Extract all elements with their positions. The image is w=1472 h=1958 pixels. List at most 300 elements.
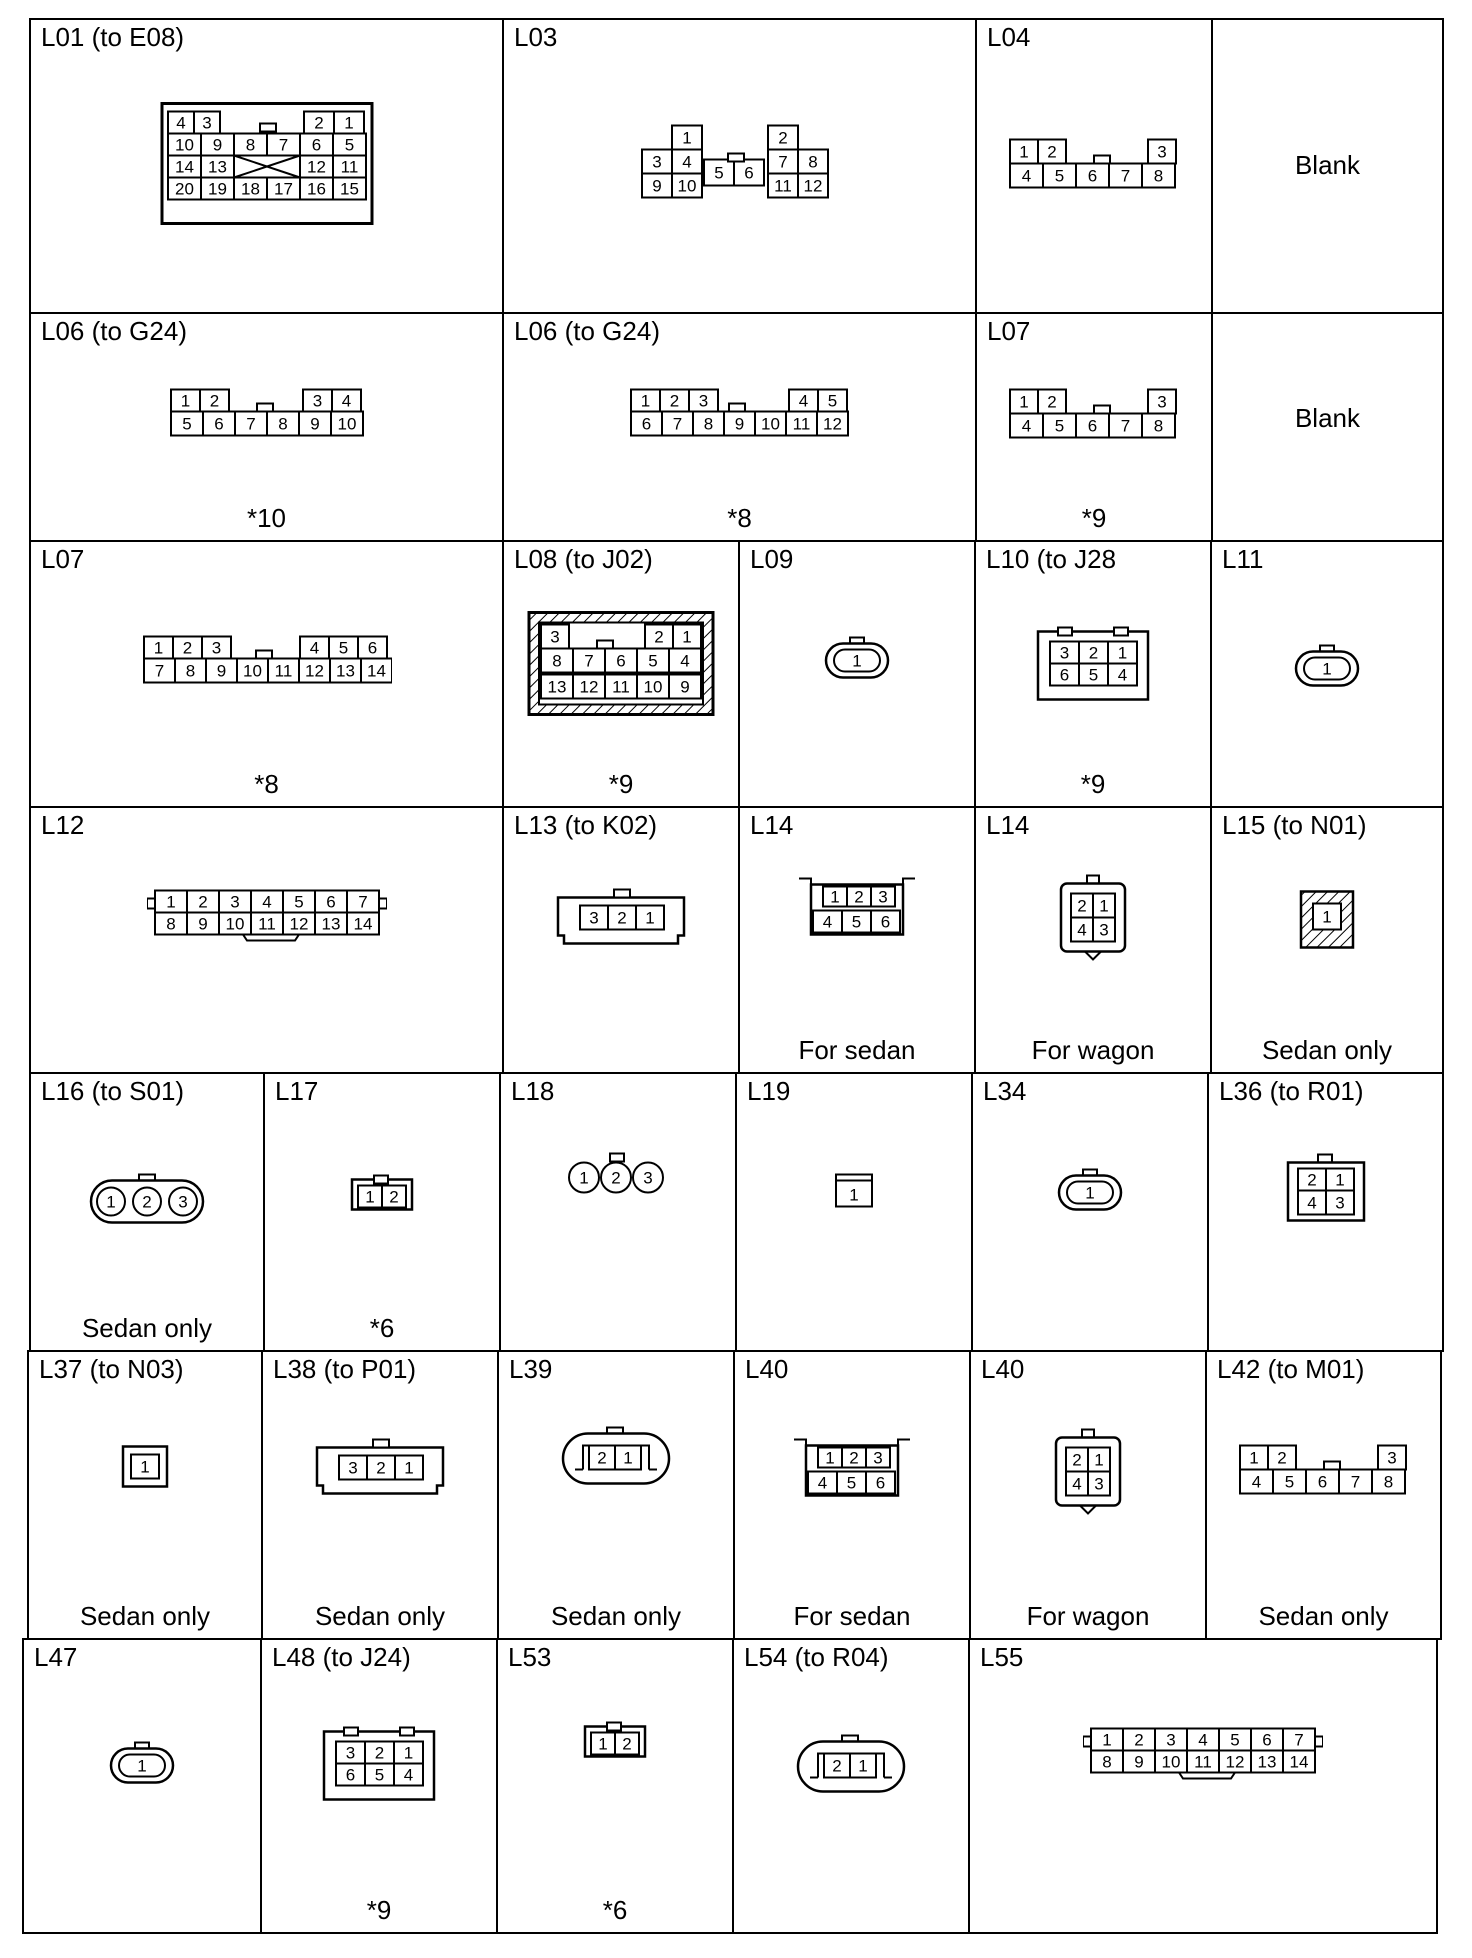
svg-text:4: 4 — [403, 1765, 414, 1785]
svg-text:3: 3 — [211, 638, 221, 658]
svg-text:1: 1 — [1019, 392, 1029, 412]
connector-label: L53 — [508, 1642, 552, 1672]
svg-text:14: 14 — [1289, 1752, 1309, 1772]
svg-text:2: 2 — [832, 1756, 842, 1776]
svg-text:2: 2 — [1047, 392, 1057, 412]
cell-L36 — [1207, 1072, 1444, 1352]
svg-text:3: 3 — [1166, 1730, 1176, 1750]
svg-text:7: 7 — [777, 152, 788, 172]
svg-text:10: 10 — [760, 414, 780, 434]
svg-text:9: 9 — [1134, 1752, 1144, 1772]
svg-text:4: 4 — [1306, 1193, 1317, 1213]
cell-L07-a — [975, 312, 1213, 542]
connector-label: L17 — [275, 1076, 319, 1106]
connector-note: Sedan only — [1258, 1601, 1389, 1631]
svg-text:6: 6 — [311, 135, 321, 155]
connector-diagram — [313, 1438, 447, 1501]
connector-note: *10 — [246, 503, 287, 533]
connector-note: Sedan only — [314, 1601, 446, 1631]
svg-text:6: 6 — [345, 1765, 356, 1785]
svg-text:7: 7 — [154, 661, 164, 681]
svg-text:13: 13 — [1257, 1752, 1277, 1772]
connector-diagram — [1057, 1167, 1123, 1218]
cell-blank — [1211, 18, 1444, 314]
svg-text:2: 2 — [854, 887, 864, 907]
svg-text:1: 1 — [106, 1192, 116, 1212]
cell-L17 — [263, 1072, 501, 1352]
svg-text:1: 1 — [1334, 1170, 1345, 1190]
svg-text:8: 8 — [185, 661, 195, 681]
connector-diagram — [1052, 1427, 1124, 1528]
cell-L54 — [732, 1638, 970, 1934]
cell-L16 — [29, 1072, 265, 1352]
svg-text:2: 2 — [622, 1734, 632, 1754]
svg-text:3: 3 — [1059, 643, 1070, 663]
svg-text:4: 4 — [1198, 1730, 1208, 1750]
connector-label: L40 — [981, 1354, 1025, 1384]
svg-text:12: 12 — [1225, 1752, 1245, 1772]
svg-text:3: 3 — [1386, 1448, 1397, 1468]
svg-text:2: 2 — [1306, 1170, 1317, 1190]
svg-text:10: 10 — [337, 414, 356, 434]
svg-text:4: 4 — [1251, 1472, 1261, 1492]
svg-text:5: 5 — [1230, 1730, 1240, 1750]
svg-text:1: 1 — [343, 113, 354, 133]
connector-diagram — [322, 1725, 436, 1806]
svg-text:3: 3 — [312, 391, 322, 411]
svg-text:1: 1 — [140, 1457, 150, 1477]
svg-text:1: 1 — [365, 1187, 375, 1207]
connector-note: For sedan — [793, 1601, 911, 1631]
cell-L07-b — [29, 540, 504, 808]
connector-diagram — [169, 387, 365, 444]
svg-text:1: 1 — [180, 391, 190, 411]
svg-text:2: 2 — [374, 1743, 385, 1763]
connector-label: L08 (to J02) — [514, 544, 653, 574]
connector-diagram — [142, 635, 392, 692]
connector-label: L07 — [987, 316, 1031, 346]
svg-text:5: 5 — [1284, 1472, 1294, 1492]
svg-text:11: 11 — [274, 661, 292, 681]
svg-text:2: 2 — [376, 1458, 386, 1478]
cell-L18 — [499, 1072, 737, 1352]
connector-diagram — [792, 1436, 912, 1503]
svg-text:6: 6 — [1087, 416, 1098, 436]
cell-L53 — [496, 1638, 734, 1934]
svg-text:6: 6 — [743, 163, 754, 183]
svg-text:5: 5 — [846, 1473, 857, 1493]
connector-diagram — [1238, 1442, 1410, 1503]
svg-text:5: 5 — [374, 1765, 385, 1785]
svg-text:2: 2 — [777, 128, 788, 148]
svg-text:8: 8 — [1153, 416, 1164, 436]
connector-diagram — [583, 1721, 647, 1764]
connector-diagram — [1297, 887, 1357, 956]
svg-text:11: 11 — [773, 176, 792, 196]
connector-note: Sedan only — [1261, 1035, 1393, 1065]
connector-note: *9 — [366, 1895, 392, 1925]
svg-text:1: 1 — [1248, 1448, 1259, 1468]
svg-text:1: 1 — [645, 908, 655, 928]
svg-text:6: 6 — [1317, 1472, 1327, 1492]
svg-text:4: 4 — [341, 391, 351, 411]
connector-label: L06 (to G24) — [514, 316, 660, 346]
svg-text:8: 8 — [1102, 1752, 1112, 1772]
svg-text:1: 1 — [165, 892, 176, 912]
connector-label: L01 (to E08) — [41, 22, 185, 52]
connector-label: L15 (to N01) — [1222, 810, 1367, 840]
svg-text:10: 10 — [225, 914, 244, 934]
svg-text:1: 1 — [1117, 643, 1128, 663]
connector-diagram — [796, 1733, 906, 1798]
svg-text:2: 2 — [669, 391, 679, 411]
svg-text:5: 5 — [181, 414, 192, 434]
svg-text:4: 4 — [798, 391, 808, 411]
connector-label: L55 — [980, 1642, 1024, 1672]
svg-text:11: 11 — [612, 677, 630, 697]
connector-label: L48 (to J24) — [272, 1642, 411, 1672]
svg-text:2: 2 — [611, 1168, 621, 1188]
connector-note: *9 — [608, 769, 634, 799]
svg-text:5: 5 — [1054, 166, 1065, 186]
connector-label: L34 — [983, 1076, 1027, 1106]
cell-L42 — [1205, 1350, 1442, 1640]
svg-text:19: 19 — [207, 179, 227, 199]
svg-text:2: 2 — [617, 908, 627, 928]
svg-text:1: 1 — [623, 1448, 633, 1468]
svg-text:3: 3 — [873, 1448, 883, 1468]
cell-L14-wagon — [974, 806, 1212, 1074]
connector-label: L19 — [747, 1076, 791, 1106]
connector-diagram — [1008, 136, 1180, 197]
svg-text:4: 4 — [1077, 920, 1087, 940]
svg-text:6: 6 — [213, 414, 224, 434]
svg-text:1: 1 — [849, 1185, 859, 1205]
svg-text:7: 7 — [1294, 1730, 1304, 1750]
connector-diagram — [640, 124, 840, 209]
svg-text:2: 2 — [1047, 142, 1057, 162]
svg-text:9: 9 — [212, 135, 222, 155]
svg-text:1: 1 — [153, 638, 163, 658]
connector-note: *6 — [602, 1895, 628, 1925]
cell-L12 — [29, 806, 504, 1074]
svg-text:3: 3 — [1334, 1193, 1345, 1213]
cell-L55 — [968, 1638, 1438, 1934]
svg-text:2: 2 — [182, 638, 192, 658]
connector-diagram — [1008, 385, 1180, 446]
svg-text:2: 2 — [1072, 1450, 1082, 1470]
cell-L40-wagon — [969, 1350, 1207, 1640]
svg-text:3: 3 — [550, 627, 560, 647]
svg-text:1: 1 — [1094, 1450, 1104, 1470]
svg-text:3: 3 — [1157, 392, 1167, 412]
svg-text:8: 8 — [1383, 1472, 1393, 1492]
connector-note: *8 — [727, 503, 752, 533]
svg-text:8: 8 — [277, 414, 288, 434]
svg-text:5: 5 — [1088, 665, 1099, 685]
connector-label: L03 — [514, 22, 558, 52]
svg-text:3: 3 — [345, 1743, 356, 1763]
svg-text:14: 14 — [366, 661, 386, 681]
svg-text:8: 8 — [165, 914, 176, 934]
connector-note: *9 — [1080, 769, 1106, 799]
connector-label: L14 — [750, 810, 794, 840]
svg-text:1: 1 — [1322, 907, 1332, 927]
connector-diagram — [89, 1172, 205, 1229]
svg-text:3: 3 — [643, 1168, 653, 1188]
svg-text:8: 8 — [552, 651, 562, 671]
connector-note: Sedan only — [81, 1313, 213, 1343]
svg-text:10: 10 — [1161, 1752, 1181, 1772]
connector-label: L14 — [986, 810, 1030, 840]
connector-diagram — [797, 875, 917, 942]
connector-note: For wagon — [1026, 1601, 1150, 1631]
connector-label: L13 (to K02) — [514, 810, 658, 840]
connector-diagram — [1036, 626, 1150, 707]
connector-label: L04 — [987, 22, 1031, 52]
svg-text:3: 3 — [348, 1458, 358, 1478]
svg-text:6: 6 — [875, 1473, 886, 1493]
svg-text:10: 10 — [242, 661, 262, 681]
connector-diagram — [629, 387, 851, 444]
cell-L38 — [261, 1350, 499, 1640]
svg-text:5: 5 — [293, 892, 304, 912]
svg-text:12: 12 — [803, 176, 822, 196]
svg-text:3: 3 — [178, 1192, 188, 1212]
cell-L48 — [260, 1638, 498, 1934]
svg-text:3: 3 — [201, 113, 212, 133]
svg-text:10: 10 — [174, 135, 194, 155]
svg-text:6: 6 — [1059, 665, 1070, 685]
connector-diagram — [1294, 643, 1360, 694]
svg-text:1: 1 — [681, 128, 692, 148]
svg-text:2: 2 — [209, 391, 219, 411]
svg-text:1: 1 — [1085, 1183, 1095, 1203]
cell-L40-sedan — [733, 1350, 971, 1640]
svg-text:2: 2 — [654, 627, 664, 647]
svg-text:16: 16 — [306, 179, 326, 199]
connector-note: *6 — [369, 1313, 395, 1343]
svg-text:9: 9 — [197, 914, 208, 934]
svg-text:20: 20 — [174, 179, 194, 199]
svg-text:7: 7 — [1350, 1472, 1360, 1492]
cell-L08 — [502, 540, 740, 808]
svg-text:2: 2 — [1088, 643, 1099, 663]
connector-diagram — [109, 1740, 175, 1791]
svg-text:1: 1 — [598, 1734, 608, 1754]
svg-text:8: 8 — [807, 152, 818, 172]
svg-text:6: 6 — [325, 892, 336, 912]
svg-text:1: 1 — [404, 1458, 414, 1478]
connector-label: L06 (to G24) — [41, 316, 187, 346]
cell-L04 — [975, 18, 1213, 314]
svg-text:1: 1 — [1102, 1730, 1112, 1750]
svg-text:4: 4 — [680, 651, 690, 671]
svg-text:9: 9 — [651, 176, 662, 196]
svg-text:5: 5 — [851, 912, 862, 932]
cell-L19 — [735, 1072, 973, 1352]
svg-text:3: 3 — [698, 391, 708, 411]
svg-text:3: 3 — [589, 908, 599, 928]
connector-note: Sedan only — [550, 1601, 682, 1631]
svg-text:9: 9 — [734, 414, 744, 434]
connector-label: L09 — [750, 544, 794, 574]
svg-text:5: 5 — [827, 391, 837, 411]
svg-text:8: 8 — [245, 135, 255, 155]
svg-text:9: 9 — [309, 414, 320, 434]
cell-L09 — [738, 540, 976, 808]
blank-label: Blank — [1294, 403, 1361, 433]
svg-text:12: 12 — [304, 661, 324, 681]
svg-text:3: 3 — [1094, 1474, 1104, 1494]
svg-text:12: 12 — [289, 914, 308, 934]
cell-blank — [1211, 312, 1444, 542]
connector-note: For sedan — [798, 1035, 916, 1065]
svg-text:11: 11 — [792, 414, 810, 434]
svg-text:1: 1 — [137, 1756, 147, 1776]
svg-text:2: 2 — [197, 892, 208, 912]
svg-text:9: 9 — [680, 677, 690, 697]
svg-text:1: 1 — [1322, 659, 1332, 679]
svg-text:6: 6 — [1262, 1730, 1272, 1750]
svg-text:2: 2 — [1134, 1730, 1144, 1750]
svg-text:4: 4 — [1072, 1474, 1082, 1494]
cell-L10 — [974, 540, 1212, 808]
cell-L13 — [502, 806, 740, 1074]
svg-text:13: 13 — [321, 914, 340, 934]
connector-note: For wagon — [1031, 1035, 1155, 1065]
svg-text:3: 3 — [878, 887, 888, 907]
cell-L03 — [502, 18, 977, 314]
svg-text:4: 4 — [309, 638, 319, 658]
svg-text:2: 2 — [313, 113, 324, 133]
connector-diagram — [1057, 874, 1129, 975]
svg-text:14: 14 — [353, 914, 372, 934]
svg-text:5: 5 — [338, 638, 348, 658]
svg-text:1: 1 — [852, 651, 862, 671]
svg-text:7: 7 — [245, 414, 256, 434]
svg-text:2: 2 — [142, 1192, 152, 1212]
connector-note: *8 — [254, 769, 279, 799]
svg-text:2: 2 — [1077, 896, 1087, 916]
svg-text:3: 3 — [1157, 142, 1167, 162]
svg-text:1: 1 — [682, 627, 692, 647]
svg-text:4: 4 — [681, 152, 692, 172]
svg-text:4: 4 — [261, 892, 272, 912]
svg-text:11: 11 — [257, 914, 276, 934]
svg-text:8: 8 — [1153, 166, 1164, 186]
cell-L39 — [497, 1350, 735, 1640]
svg-text:1: 1 — [825, 1448, 835, 1468]
connector-diagram — [1083, 1726, 1323, 1787]
svg-text:7: 7 — [584, 651, 594, 671]
connector-note: Sedan only — [79, 1601, 211, 1631]
connector-diagram — [832, 1170, 876, 1215]
svg-text:13: 13 — [335, 661, 355, 681]
cell-L47 — [22, 1638, 262, 1934]
svg-text:8: 8 — [703, 414, 713, 434]
svg-text:5: 5 — [1054, 416, 1065, 436]
svg-text:1: 1 — [858, 1756, 868, 1776]
svg-text:1: 1 — [830, 887, 840, 907]
cell-L11 — [1210, 540, 1444, 808]
svg-text:13: 13 — [547, 677, 567, 697]
svg-text:10: 10 — [643, 677, 663, 697]
connector-label: L40 — [745, 1354, 789, 1384]
connector-label: L07 — [41, 544, 85, 574]
svg-text:1: 1 — [403, 1743, 414, 1763]
svg-text:2: 2 — [389, 1187, 399, 1207]
connector-diagram — [119, 1443, 171, 1496]
svg-text:6: 6 — [616, 651, 626, 671]
svg-text:2: 2 — [1276, 1448, 1287, 1468]
svg-text:3: 3 — [651, 152, 662, 172]
svg-text:10: 10 — [677, 176, 696, 196]
svg-text:1: 1 — [1099, 896, 1109, 916]
cell-L34 — [971, 1072, 1209, 1352]
svg-text:4: 4 — [1117, 665, 1128, 685]
svg-text:7: 7 — [672, 414, 682, 434]
svg-text:4: 4 — [822, 912, 833, 932]
cell-L06-a — [29, 312, 504, 542]
blank-label: Blank — [1294, 150, 1361, 180]
svg-text:3: 3 — [1099, 920, 1109, 940]
connector-label: L47 — [34, 1642, 78, 1672]
connector-label: L54 (to R04) — [744, 1642, 889, 1672]
cell-L15 — [1210, 806, 1444, 1074]
connector-diagram — [554, 887, 688, 950]
svg-text:7: 7 — [357, 892, 368, 912]
svg-text:15: 15 — [339, 179, 359, 199]
connector-label: L12 — [41, 810, 85, 840]
svg-text:13: 13 — [207, 157, 227, 177]
connector-label: L38 (to P01) — [273, 1354, 417, 1384]
svg-text:4: 4 — [817, 1473, 828, 1493]
svg-text:5: 5 — [648, 651, 658, 671]
connector-diagram — [561, 1425, 671, 1490]
svg-text:4: 4 — [1021, 416, 1032, 436]
connector-label: L18 — [511, 1076, 555, 1106]
connector-label: L39 — [509, 1354, 553, 1384]
connector-diagram — [350, 1174, 414, 1217]
svg-text:6: 6 — [367, 638, 377, 658]
cell-L37 — [27, 1350, 263, 1640]
connector-label: L37 (to N03) — [39, 1354, 184, 1384]
svg-text:5: 5 — [344, 135, 354, 155]
svg-text:1: 1 — [640, 391, 650, 411]
svg-text:11: 11 — [340, 157, 358, 177]
svg-text:11: 11 — [1194, 1752, 1212, 1772]
svg-text:5: 5 — [713, 163, 724, 183]
connector-label: L36 (to R01) — [1219, 1076, 1364, 1106]
svg-text:12: 12 — [306, 157, 326, 177]
svg-text:12: 12 — [822, 414, 842, 434]
svg-text:3: 3 — [229, 892, 240, 912]
svg-text:9: 9 — [216, 661, 226, 681]
connector-note: *9 — [1081, 503, 1107, 533]
svg-text:7: 7 — [278, 135, 288, 155]
svg-text:4: 4 — [175, 113, 186, 133]
connector-diagram — [1284, 1152, 1368, 1227]
svg-text:7: 7 — [1120, 416, 1131, 436]
connector-label: L10 (to J28 — [986, 544, 1117, 574]
svg-text:7: 7 — [1120, 166, 1131, 186]
connector-label: L42 (to M01) — [1217, 1354, 1365, 1384]
connector-diagram — [147, 888, 387, 949]
cell-L01 — [29, 18, 504, 314]
svg-text:6: 6 — [880, 912, 891, 932]
svg-text:18: 18 — [240, 179, 260, 199]
